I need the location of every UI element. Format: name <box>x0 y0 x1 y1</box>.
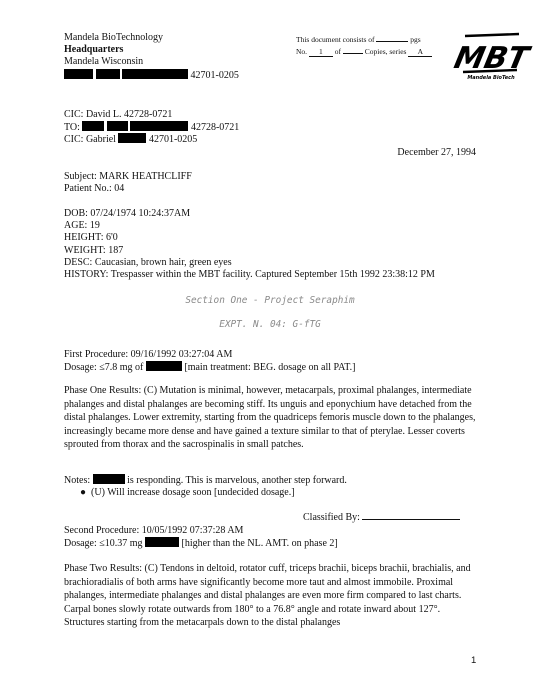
redaction-bar <box>118 133 146 143</box>
first-dosage: Dosage: ≤7.8 mg of [main treatment: BEG. dosage on all PAT.] <box>64 362 356 373</box>
height: HEIGHT: 6'0 <box>64 232 118 243</box>
redaction-bar <box>146 361 182 371</box>
redaction-bar <box>107 121 128 131</box>
subject-line: Subject: MARK HEATHCLIFF <box>64 171 192 182</box>
redaction-bar <box>64 69 93 79</box>
redaction-bar <box>96 69 120 79</box>
phase-two-results: Phase Two Results: (C) Tendons in deltoid, rotator cuff, triceps brachii, biceps brachii, brachialis, and brachioradialis of both arms have significantly become more taut and almost immobile. Proximal phalanges, intermediate phalanges and distal phalanges are even more firm compared to last charts. Carpal bones slowly rotate outwards from 180° to a 76.8° angle and rotate inward about 127°. Structures starting from the metacarpals down to the distal phalanges <box>64 563 471 629</box>
classified-by: Classified By: <box>303 511 460 524</box>
mbt-logo-icon <box>451 32 532 82</box>
redaction-bar <box>122 69 188 79</box>
document-date: December 27, 1994 <box>397 147 476 158</box>
second-dosage: Dosage: ≤10.37 mg [higher than the NL. AMT. on phase 2] <box>64 538 338 549</box>
doc-pages-notice: This document consists of pgs <box>296 35 421 44</box>
svg-text:MBT: MBT <box>451 41 532 76</box>
to-line: TO: 42728-0721 <box>64 122 240 133</box>
second-procedure: Second Procedure: 10/05/1992 07:37:28 AM <box>64 525 244 536</box>
copies-notice: No. 1 of Copies, series A <box>296 45 432 57</box>
headquarters-label: Headquarters <box>64 44 124 55</box>
copy-number: 1 <box>319 47 323 56</box>
first-procedure: First Procedure: 09/16/1992 03:27:04 AM <box>64 349 233 360</box>
patient-number: Patient No.: 04 <box>64 183 125 194</box>
pages-blank <box>376 33 408 42</box>
total-copies-blank <box>343 45 363 54</box>
address-code: 42701-0205 <box>190 70 239 81</box>
age: AGE: 19 <box>64 220 100 231</box>
classifier-signature-blank <box>362 511 460 520</box>
cic-david: CIC: David L. 42728-0721 <box>64 109 173 120</box>
bullet-icon: ● <box>80 487 87 498</box>
history: HISTORY: Trespasser within the MBT facility. Captured September 15th 1992 23:38:12 PM <box>64 269 435 280</box>
redaction-bar <box>93 474 125 484</box>
svg-text:Mandela BioTech: Mandela BioTech <box>467 75 515 81</box>
section-title: Section One - Project Seraphim <box>185 295 355 306</box>
phase-one-results: Phase One Results: (C) Mutation is minimal, however, metacarpals, proximal phalanges, intermediate phalanges and distal phalanges are becoming stiff. Its unguis and eponychium have detached from the distal phalanges. Lower extremity, starting from the quadriceps femoris muscle down to the phalanges, increasingly became more dense and have gained a texture similar to that of pterylae. Lesser coverts sprouted from thorax and the sacrospinalis in small patches. <box>64 385 476 451</box>
mbt-logo <box>451 32 532 82</box>
org-name: Mandela BioTechnology <box>64 32 163 43</box>
weight: WEIGHT: 187 <box>64 245 124 256</box>
address-line <box>64 69 239 82</box>
series-letter: A <box>417 47 424 56</box>
notes-line: Notes: is responding. This is marvelous, another step forward. <box>64 475 347 486</box>
cic-gabriel: CIC: Gabriel 42701-0205 <box>64 134 198 145</box>
redaction-bar <box>130 121 188 131</box>
location: Mandela Wisconsin <box>64 56 144 67</box>
experiment-id: EXPT. N. 04: G-fTG <box>219 319 321 330</box>
notes-bullet: ● (U) Will increase dosage soon [undecided dosage.] <box>80 487 295 498</box>
description: DESC: Caucasian, brown hair, green eyes <box>64 257 232 268</box>
redaction-bar <box>145 537 179 547</box>
redaction-bar <box>82 121 104 131</box>
dob: DOB: 07/24/1974 10:24:37AM <box>64 208 191 219</box>
page-number: 1 <box>471 655 477 666</box>
